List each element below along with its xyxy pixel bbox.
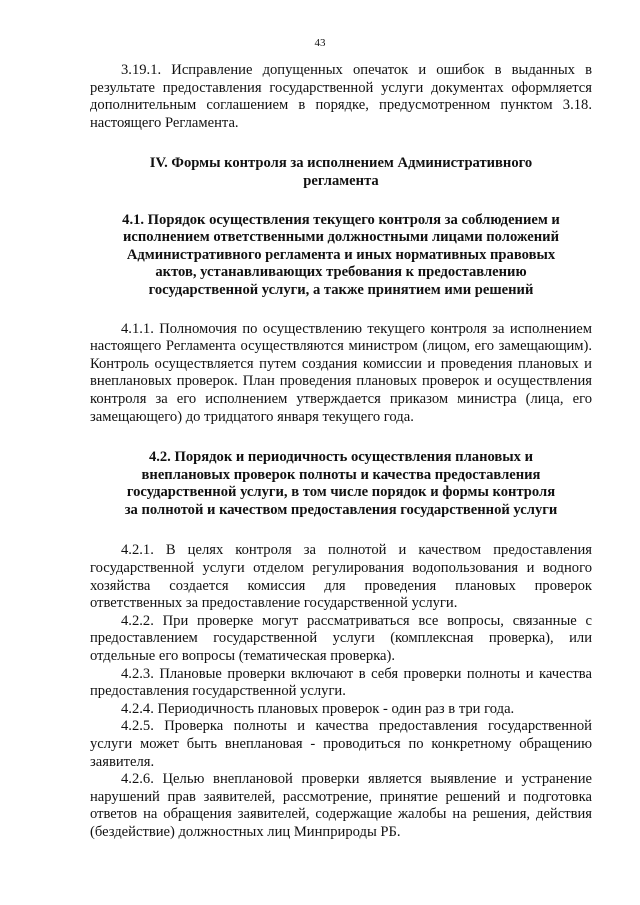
section-4-1-title: 4.1. Порядок осуществления текущего контроля за соблюдением и исполнением ответственными должностными лицами положений Административного регламента и иных нормативных правовых актов, устанавливающих требования к предоставлению государственной услуги, а также принятием ими решений xyxy=(122,211,560,298)
page-content xyxy=(90,62,592,842)
page-number: 43 xyxy=(314,37,326,49)
paragraph-4-1-1: 4.1.1. Полномочия по осуществлению текущего контроля за исполнением настоящего Регламента осуществляются министром (лицом, его замещающим). Контроль осуществляется путем создания комиссии и проведения плановых и внеплановых проверок. План проведения плановых проверок и осуществления контроля за его исполнением утверждается приказом министра (лица, его замещающего) до тридцатого января текущего года. xyxy=(90,320,592,425)
paragraph-4-2-5: 4.2.5. Проверка полноты и качества предоставления государственной услуги может быть внеплановая - проводиться по конкретному обращению заявителя. xyxy=(90,718,592,770)
section-4-2-title: 4.2. Порядок и периодичность осуществления плановых и внеплановых проверок полноты и качества предоставления государственной услуги, в том числе порядок и формы контроля за полнотой и качеством предоставления государственной услуги xyxy=(124,449,558,518)
paragraph-4-2-4: 4.2.4. Периодичность плановых проверок - один раз в три года. xyxy=(121,700,515,717)
paragraph-4-2-3: 4.2.3. Плановые проверки включают в себя проверки полноты и качества предоставления государственной услуги. xyxy=(90,665,592,700)
paragraph-4-2-6: 4.2.6. Целью внеплановой проверки является выявление и устранение нарушений прав заявителей, рассмотрение, принятие решений и подготовка ответов на обращения заявителей, содержащие жалобы на решения, действия (бездействие) должностных лиц Минприроды РБ. xyxy=(90,771,592,840)
paragraph-3-19-1: 3.19.1. Исправление допущенных опечаток и ошибок в выданных в результате предоставления государственной услуги документах оформляется дополнительным соглашением в порядке, предусмотренном пунктом 3.18. настоящего Регламента. xyxy=(90,62,592,131)
paragraph-4-2-1: 4.2.1. В целях контроля за полнотой и качеством предоставления государственной услуги отделом регулирования водопользования и водного хозяйства создается комиссия для проведения плановых проверок ответственных за предоставление государственной услуги. xyxy=(90,542,592,612)
section-iv-title: IV. Формы контроля за исполнением Административного регламента xyxy=(149,155,533,189)
paragraph-4-2-2: 4.2.2. При проверке могут рассматриваться все вопросы, связанные с предоставлением государственной услуги (комплексная проверка), или отдельные его вопросы (тематическая проверка). xyxy=(90,612,592,665)
